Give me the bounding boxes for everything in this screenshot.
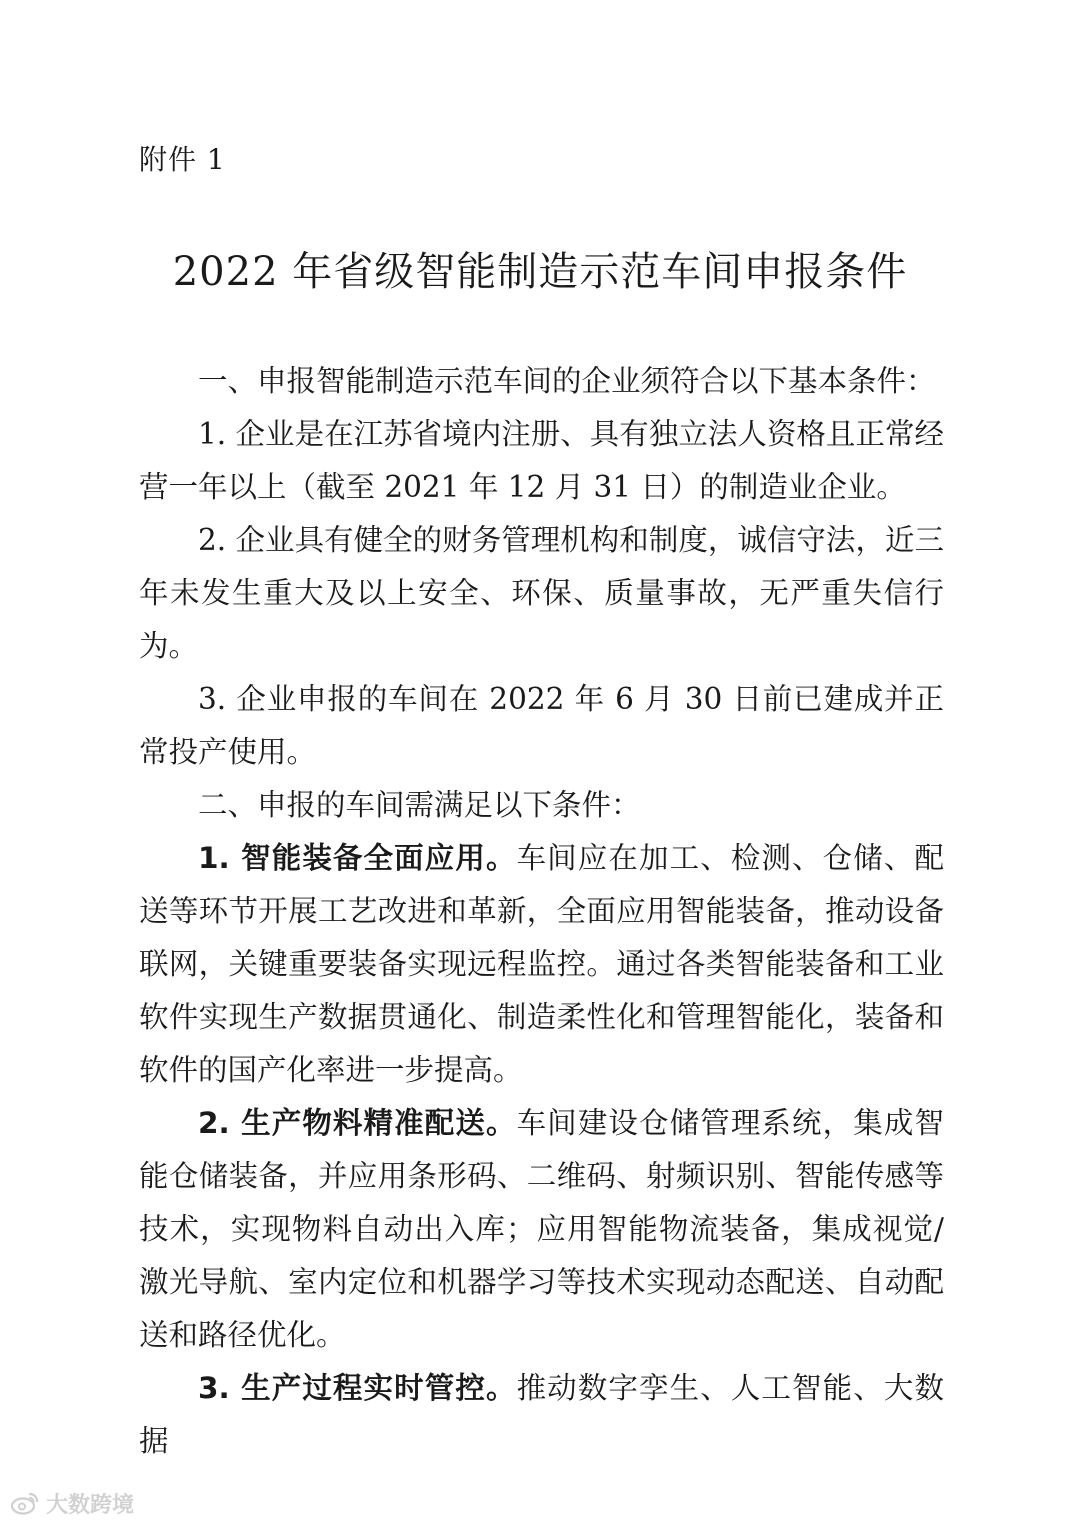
section-1-item-1: 1. 企业是在江苏省境内注册、具有独立法人资格且正常经营一年以上（截至 2021 年 12 月 31 日）的制造业企业。	[139, 417, 944, 504]
section-1-heading: 一、申报智能制造示范车间的企业须符合以下基本条件：	[198, 364, 936, 398]
document-title: 2022 年省级智能制造示范车间申报条件	[172, 249, 908, 295]
section-2-item-3-text: 推动数字孪生、人工智能、大数据	[139, 1371, 944, 1458]
section-2-item-1-text: 车间应在加工、检测、仓储、配送等环节开展工艺改进和革新，全面应用智能装备，推动设备联网，关键重要装备实现远程监控。通过各类智能装备和工业软件实现生产数据贯通化、制造柔性化和管理智能化，装备和软件的国产化率进一步提高。	[139, 841, 944, 1087]
section-2-item-2-text: 车间建设仓储管理系统，集成智能仓储装备，并应用条形码、二维码、射频识别、智能传感等技术，实现物料自动出入库；应用智能物流装备，集成视觉/激光导航、室内定位和机器学习等技术实现动态配送、自动配送和路径优化。	[139, 1106, 944, 1352]
section-2-item-1	[139, 832, 944, 1097]
attachment-label: 附件 1	[139, 143, 226, 176]
document-body	[139, 355, 944, 1468]
section-2-item-1-lead: 1. 智能装备全面应用。	[198, 841, 517, 875]
section-1-item-3: 3. 企业申报的车间在 2022 年 6 月 30 日前已建成并正常投产使用。	[139, 682, 944, 769]
weibo-logo-icon	[10, 1491, 40, 1515]
watermark-text: 大数跨境	[46, 1492, 135, 1518]
section-2-item-3-lead: 3. 生产过程实时管控。	[198, 1371, 517, 1405]
watermark	[10, 1488, 134, 1518]
section-2-item-2-lead: 2. 生产物料精准配送。	[198, 1106, 517, 1140]
section-2-item-2	[139, 1097, 944, 1362]
section-2-heading: 二、申报的车间需满足以下条件：	[198, 788, 641, 822]
section-2-item-3	[139, 1362, 944, 1468]
section-1-item-2: 2. 企业具有健全的财务管理机构和制度，诚信守法，近三年未发生重大及以上安全、环保、质量事故，无严重失信行为。	[139, 523, 944, 663]
